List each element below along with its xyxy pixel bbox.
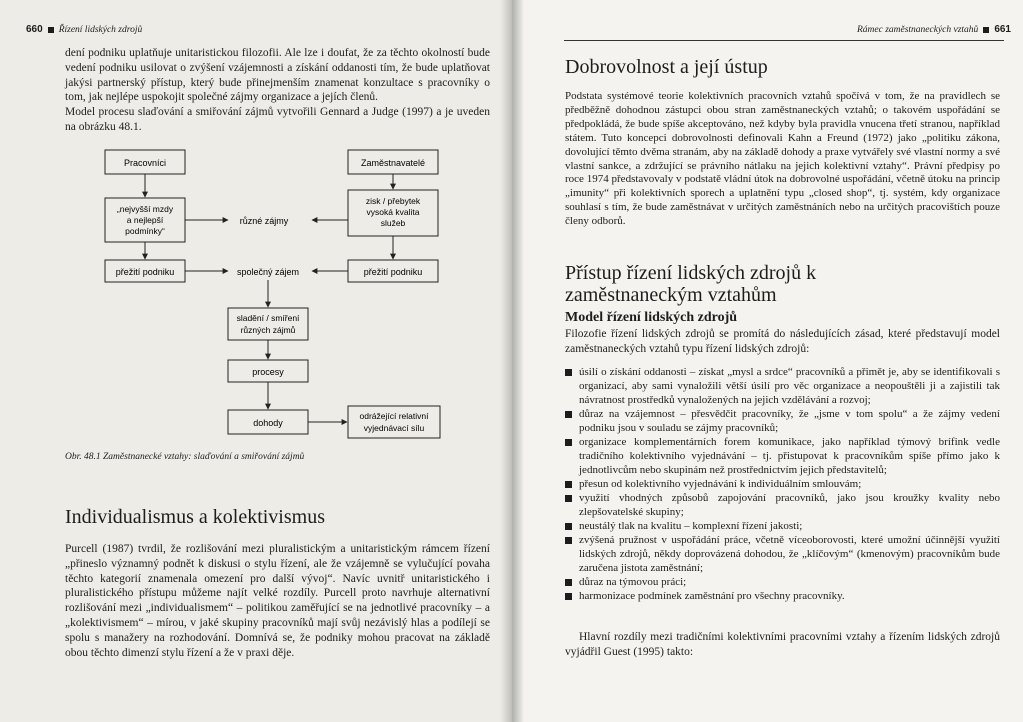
list-item: organizace komplementárních forem komunikace, jako například týmový brífink vedle tradičního kolektivního vyjednávání – tj. přistupovat k pracovníkům spíše přímo jako k jednotlivcům nebo skupinám než prostřednictvím jejich představitelů;	[565, 435, 1000, 477]
paragraph-guest: Hlavní rozdíly mezi tradičními kolektivními pracovními vztahy a řízením lidských zdrojů vyjádřil Guest (1995) takto:	[565, 631, 1000, 658]
bullet-square-icon	[48, 27, 54, 33]
left-running-title: Řízení lidských zdrojů	[58, 25, 143, 35]
right-running-head	[857, 24, 1011, 35]
label-preziti-left: přežití podniku	[115, 267, 175, 277]
subheading-model: Model řízení lidských zdrojů	[565, 310, 738, 325]
label-nejvyssi-mzdy-1: „nejvyšší mzdy	[116, 204, 174, 214]
heading-pristup: Přístup řízení lidských zdrojů k zaměstnaneckým vztahům	[565, 262, 817, 306]
paragraph-filozofie: Filozofie řízení lidských zdrojů se promítá do následujících zásad, které představují model zaměstnaneckých vztahů typu řízení lidských zdrojů:	[565, 328, 1000, 355]
left-running-head	[26, 24, 142, 35]
label-nejvyssi-mzdy-2: a nejlepší	[126, 215, 164, 225]
label-pracovnici: Pracovníci	[123, 158, 167, 168]
label-zamestnavatele: Zaměstnavatelé	[360, 158, 426, 168]
label-sladeni-2: různých zájmů	[240, 325, 296, 335]
list-item: zvýšená pružnost v uspořádání práce, včetně víceoborovosti, které umožní účinnější využití lidských zdrojů, někdy doprovázená dohodou, že „klíčovým“ (kmenovým) pracovníkům bude zaručena jistota zaměstnání;	[565, 533, 1000, 575]
list-item: harmonizace podmínek zaměstnání pro všechny pracovníky.	[565, 589, 1000, 603]
label-odrazeji-2: vyjednávací sílu	[363, 423, 425, 433]
list-item: využití vhodných způsobů zapojování pracovníků, jako jsou kroužky kvality nebo zlepšovatelské skupiny;	[565, 491, 1000, 519]
label-sladeni-1: sladění / smíření	[236, 313, 300, 323]
intro-paragraph: dení podniku uplatňuje unitaristickou filozofii. Ale lze i doufat, že za těchto okolností bude vedení podniku usilovat o zvýšení vzájemnosti a získání oddanosti tím, že bude uplatňovat jakýsi partnerský přístup, který bude přinejmenším znamenat konzultace s pracovníky o tom, jak nejlépe uspokojit společné zájmy organizace a jejích členů.	[65, 47, 490, 104]
label-zisk-3: služeb	[380, 218, 406, 228]
list-item: úsilí o získání oddanosti – získat „mysl a srdce“ pracovníků a přimět je, aby se identifikovali s organizací, aby sami vynaložili větší úsilí pro věc organizace a neopouštěli ji a zajistili tak návratnost prostředků vynaložených na jejich vzdělávání a rozvoj;	[565, 365, 1000, 407]
right-page-number: 661	[994, 24, 1011, 35]
label-spolecny-zajem: společný zájem	[236, 267, 300, 277]
label-zisk-1: zisk / přebytek	[365, 196, 421, 206]
label-preziti-right: přežití podniku	[363, 267, 423, 277]
section-paragraph-purcell: Purcell (1987) tvrdil, že rozlišování mezi pluralistickým a unitaristickým rámcem řízení „přineslo významný podnět k diskusi o stylu řízení, ale že vzájemně se vylučující povaha těchto kategorií znamenala omezení pro další vývoj“. Navíc uvnitř unitaristického i pluralistického přístupu můžeme najít velké rozdíly. Purcell proto navrhuje alternativní rozlišování mezi „individualismem“ – politikou zaměřující se na jednotlivé pracovníky – a „kolektivismem“ – mírou, v jaké skupiny pracovníků mají svůj nezávislý hlas a podílejí se spolu s manažery na rozhodování. Domnívá se, že podniky mohou pracovat na základě obou těchto dimenzí stylu řízení a že v praxi děje.	[65, 543, 490, 659]
label-nejvyssi-mzdy-3: podmínky“	[125, 226, 165, 236]
label-dohody: dohody	[253, 418, 283, 428]
list-item: neustálý tlak na kvalitu – komplexní řízení jakosti;	[565, 519, 1000, 533]
header-rule	[564, 40, 1004, 41]
list-item: přesun od kolektivního vyjednávání k individuálním smlouvám;	[565, 477, 1000, 491]
figure-caption-label: Obr. 48.1	[65, 452, 101, 462]
principles-list	[565, 365, 1000, 603]
list-item: důraz na vzájemnost – přesvědčit pracovníky, že „jsme v tom spolu“ a že zájmy vedení podniku jsou v souladu se zájmy pracovníků;	[565, 407, 1000, 435]
figure-caption-text: Zaměstnanecké vztahy: slaďování a smiřování zájmů	[103, 452, 305, 462]
right-running-title: Rámec zaměstnaneckých vztahů	[856, 25, 979, 35]
heading-dobrovolnost: Dobrovolnost a její ústup	[565, 56, 768, 78]
book-gutter	[500, 0, 524, 722]
label-odrazeji-1: odrážející relativní	[359, 411, 429, 421]
bullet-square-icon	[983, 27, 989, 33]
figure-caption	[65, 452, 304, 462]
label-zisk-2: vysoká kvalita	[366, 207, 420, 217]
left-page-number: 660	[26, 24, 43, 35]
label-procesy: procesy	[252, 367, 284, 377]
right-page	[512, 0, 1023, 722]
list-item: důraz na týmovou práci;	[565, 575, 1000, 589]
process-diagram	[80, 140, 500, 440]
paragraph-dobrovolnost: Podstata systémové teorie kolektivních pracovních vztahů spočívá v tom, že na pravidlech se předběžně dohodnou zástupci obou stran zaměstnaneckých vztahů; o takovém uspořádání se předpokládá, že bude spíše akceptováno, než kdyby byla pravidla vnucena třetí stranou, například státem. Tuto koncepci dobrovolnosti definovali Kahn a Freund (1972) jako „politiku zákona, dovolující těmto dvěma stranám, aby na základě dohody a praxe vytvářely své vlastní normy a své vlastní sankce, a zdržující se právního nátlaku na jejich kolektivní vztahy“. Právní předpisy po roce 1974 představovaly v podstatě vládní útok na dobrovolné uspořádání, včetně útoku na princip „imunity“ při kolektivních sporech a uplatnění typu „closed shop“, tj. systém, kdy organizace souhlasí s tím, že bude zaměstnávat v určitých zaměstnáních nebo na určitých pracovištích pouze členy odborů.	[565, 90, 1000, 228]
label-ruzne-zajmy: různé zájmy	[239, 216, 289, 226]
model-paragraph: Model procesu slaďování a smiřování zájmů vytvořili Gennard a Judge (1997) a je uveden na obrázku 48.1.	[65, 106, 490, 133]
section-heading-individualismus: Individualismus a kolektivismus	[65, 506, 325, 528]
